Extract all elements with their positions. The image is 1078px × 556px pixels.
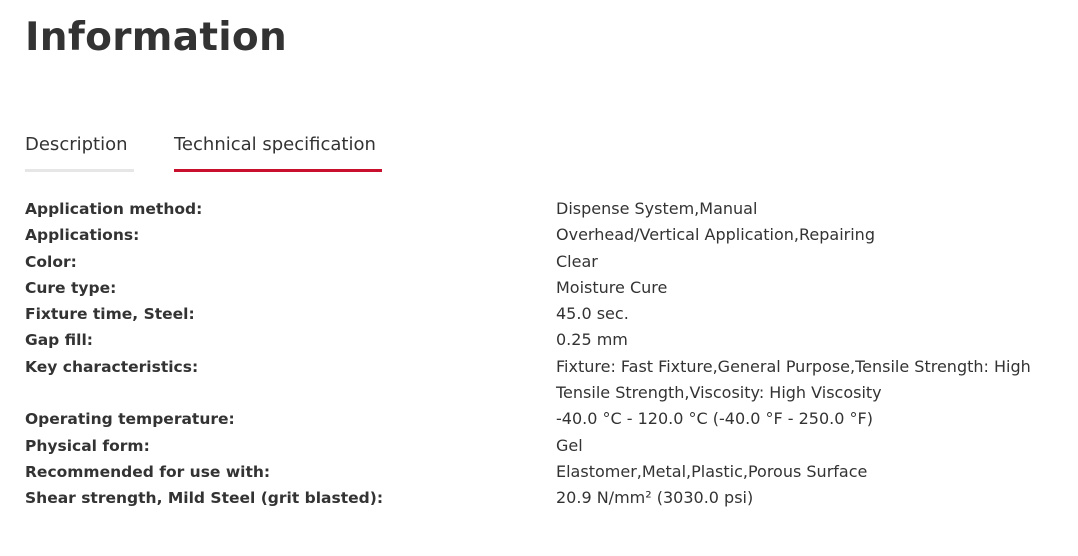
tab-description-label: Description xyxy=(25,134,128,155)
spec-label: Cure type: xyxy=(25,278,117,297)
spec-label: Shear strength, Mild Steel (grit blasted): xyxy=(25,489,384,508)
spec-row-application-method xyxy=(25,196,1065,222)
spec-label: Application method: xyxy=(25,200,203,218)
spec-label: Applications: xyxy=(25,226,140,245)
spec-row-physical-form xyxy=(25,433,1065,459)
tab-technical-specification[interactable] xyxy=(174,128,382,174)
tab-technical-specification-label: Technical specification xyxy=(174,134,376,155)
spec-row-operating-temperature xyxy=(25,406,1065,432)
spec-row-applications xyxy=(25,222,1065,248)
spec-value: Gel xyxy=(556,435,583,455)
spec-value: 20.9 N/mm² (3030.0 psi) xyxy=(556,488,754,508)
spec-value: 45.0 sec. xyxy=(556,304,629,324)
spec-label: Color: xyxy=(25,252,77,271)
page-title: Information xyxy=(25,15,288,60)
spec-table xyxy=(25,196,1065,512)
spec-value: 0.25 mm xyxy=(556,330,628,350)
spec-row-key-characteristics xyxy=(25,354,1065,407)
spec-label: Gap fill: xyxy=(25,331,93,350)
spec-row-color xyxy=(25,249,1065,275)
spec-label: Physical form: xyxy=(25,436,150,455)
tab-description-underline xyxy=(25,169,134,172)
active-tab-indicator xyxy=(174,169,382,172)
spec-label: Operating temperature: xyxy=(25,410,235,429)
spec-row-gap-fill xyxy=(25,327,1065,353)
spec-row-recommended-for-use-with xyxy=(25,459,1065,485)
spec-value: -40.0 °C - 120.0 °C (-40.0 °F - 250.0 °F) xyxy=(556,409,873,429)
spec-row-fixture-time xyxy=(25,301,1065,327)
spec-value: Elastomer,Metal,Plastic,Porous Surface xyxy=(556,461,868,481)
spec-value: Overhead/Vertical Application,Repairing xyxy=(556,225,875,245)
spec-value: Moisture Cure xyxy=(556,277,668,297)
spec-value: Clear xyxy=(556,251,598,271)
tab-description[interactable] xyxy=(25,128,134,174)
tab-bar xyxy=(25,128,382,174)
spec-value: Fixture: Fast Fixture,General Purpose,Tensile Strength: High Tensile Strength,Viscosity: High Viscosity xyxy=(556,356,1031,403)
spec-row-cure-type xyxy=(25,275,1065,301)
spec-label: Fixture time, Steel: xyxy=(25,305,195,324)
spec-value: Dispense System,Manual xyxy=(556,199,758,218)
spec-row-shear-strength xyxy=(25,485,1065,511)
spec-label: Recommended for use with: xyxy=(25,462,271,481)
spec-label: Key characteristics: xyxy=(25,357,199,376)
